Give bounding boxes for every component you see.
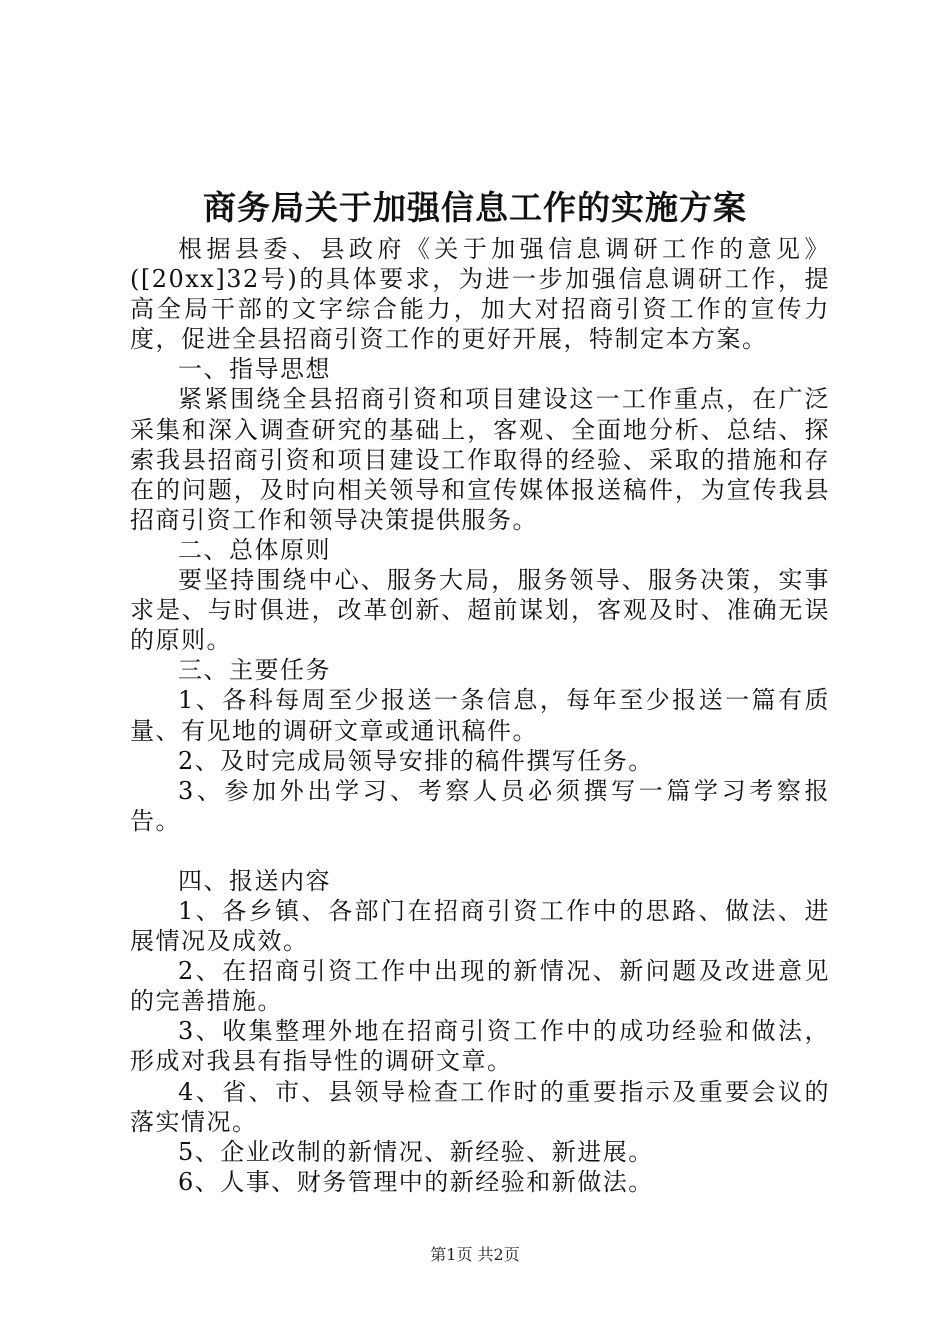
section-heading-general-principles: 二、总体原则 — [178, 535, 331, 564]
intro-paragraph: 根据县委、县政府《关于加强信息调研工作的意见》([20xx]32号)的具体要求，为进一步加强信息调研工作，提高全局干部的文字综合能力，加大对招商引资工作的宣传力度，促进全县招商引资工作的更好开展，特制定本方案。 — [130, 235, 830, 354]
content-item-4: 4、省、市、县领导检查工作时的重要指示及重要会议的落实情况。 — [130, 1077, 830, 1136]
content-item-6: 6、人事、财务管理中的新经验和新做法。 — [178, 1167, 654, 1196]
content-item-1: 1、各乡镇、各部门在招商引资工作中的思路、做法、进展情况及成效。 — [130, 896, 830, 956]
section-heading-main-tasks: 三、主要任务 — [178, 656, 331, 685]
page-indicator: 第1页 共2页 — [430, 1245, 520, 1264]
task-item-2: 2、及时完成局领导安排的稿件撰写任务。 — [178, 746, 654, 775]
document-title: 商务局关于加强信息工作的实施方案 — [203, 188, 747, 227]
paragraph-general-principles: 要坚持围绕中心、服务大局，服务领导、服务决策，实事求是、与时俱进，改革创新、超前谋划，客观及时、准确无误的原则。 — [130, 566, 830, 655]
section-heading-guiding-ideology: 一、指导思想 — [178, 355, 331, 384]
paragraph-guiding-ideology: 紧紧围绕全县招商引资和项目建设这一工作重点，在广泛采集和深入调查研究的基础上，客观、全面地分析、总结、探索我县招商引资和项目建设工作取得的经验、采取的措施和存在的问题，及时向相关领导和宣传媒体报送稿件，为宣传我县招商引资工作和领导决策提供服务。 — [130, 385, 830, 534]
content-item-5: 5、企业改制的新情况、新经验、新进展。 — [178, 1137, 654, 1166]
content-item-3: 3、收集整理外地在招商引资工作中的成功经验和做法，形成对我县有指导性的调研文章。 — [130, 1017, 830, 1076]
task-item-3: 3、参加外出学习、考察人员必须撰写一篇学习考察报告。 — [130, 776, 830, 835]
section-heading-report-content: 四、报送内容 — [178, 866, 331, 895]
document-body — [130, 234, 830, 1197]
task-item-1: 1、各科每周至少报送一条信息，每年至少报送一篇有质量、有见地的调研文章或通讯稿件。 — [130, 686, 830, 745]
content-item-2: 2、在招商引资工作中出现的新情况、新问题及改进意见的完善措施。 — [130, 957, 830, 1016]
